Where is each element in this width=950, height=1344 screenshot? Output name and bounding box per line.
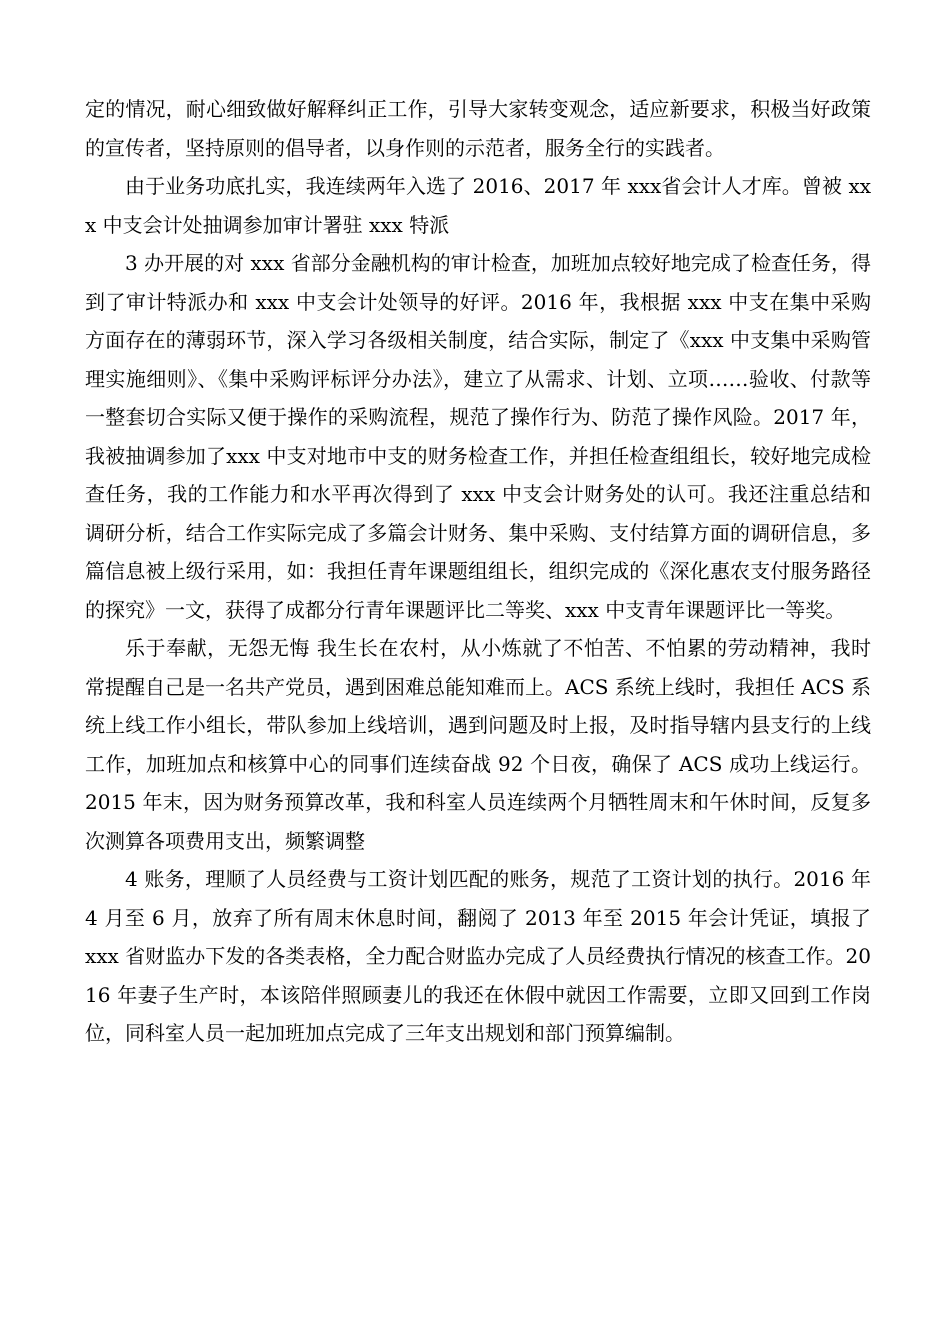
paragraph-2: 由于业务功底扎实，我连续两年入选了 2016、2017 年 xxx省会计人才库。曾被 xxx 中支会计处抽调参加审计署驻 xxx 特派 (85, 174, 871, 237)
paragraph-4: 乐于奉献，无怨无悔 我生长在农村，从小炼就了不怕苦、不怕累的劳动精神，我时常提醒自己是一名共产党员，遇到困难总能知难而上。ACS 系统上线时，我担任 ACS 系统上线工作小组长，带队参加上线培训，遇到问题及时上报，及时指导辖内县支行的上线工作，加班加点和核算中心的同事们连续奋战 92 个日夜，确保了 ACS 成功上线运行。2015 年末，因为财务预算改革，我和科室人员连续两个月牺牲周末和午休时间，反复多次测算各项费用支出，频繁调整 (85, 636, 871, 853)
paragraph-1: 定的情况，耐心细致做好解释纠正工作，引导大家转变观念，适应新要求，积极当好政策的宣传者，坚持原则的倡导者，以身作则的示范者，服务全行的实践者。 (85, 97, 871, 160)
document-page (85, 90, 878, 1053)
paragraph-5: 4 账务，理顺了人员经费与工资计划匹配的账务，规范了工资计划的执行。2016 年 4 月至 6 月，放弃了所有周末休息时间，翻阅了 2013 年至 2015 年会计凭证，填报了 xxx 省财监办下发的各类表格，全力配合财监办完成了人员经费执行情况的核查工作。2016 年妻子生产时，本该陪伴照顾妻儿的我还在休假中就因工作需要，立即又回到工作岗位，同科室人员一起加班加点完成了三年支出规划和部门预算编制。 (85, 867, 878, 1045)
paragraph-3: 3 办开展的对 xxx 省部分金融机构的审计检查，加班加点较好地完成了检查任务，得到了审计特派办和 xxx 中支会计处领导的好评。2016 年，我根据 xxx 中支在集中采购方面存在的薄弱环节，深入学习各级相关制度，结合实际，制定了《xxx 中支集中采购管理实施细则》、《集中采购评标评分办法》，建立了从需求、计划、立项……验收、付款等一整套切合实际又便于操作的采购流程，规范了操作行为、防范了操作风险。2017 年，我被抽调参加了xxx 中支对地市中支的财务检查工作，并担任检查组组长，较好地完成检查任务，我的工作能力和水平再次得到了 xxx 中支会计财务处的认可。我还注重总结和调研分析，结合工作实际完成了多篇会计财务、集中采购、支付结算方面的调研信息，多篇信息被上级行采用，如：我担任青年课题组组长，组织完成的《深化惠农支付服务路径的探究》一文，获得了成都分行青年课题评比二等奖、xxx 中支青年课题评比一等奖。 (85, 251, 871, 622)
